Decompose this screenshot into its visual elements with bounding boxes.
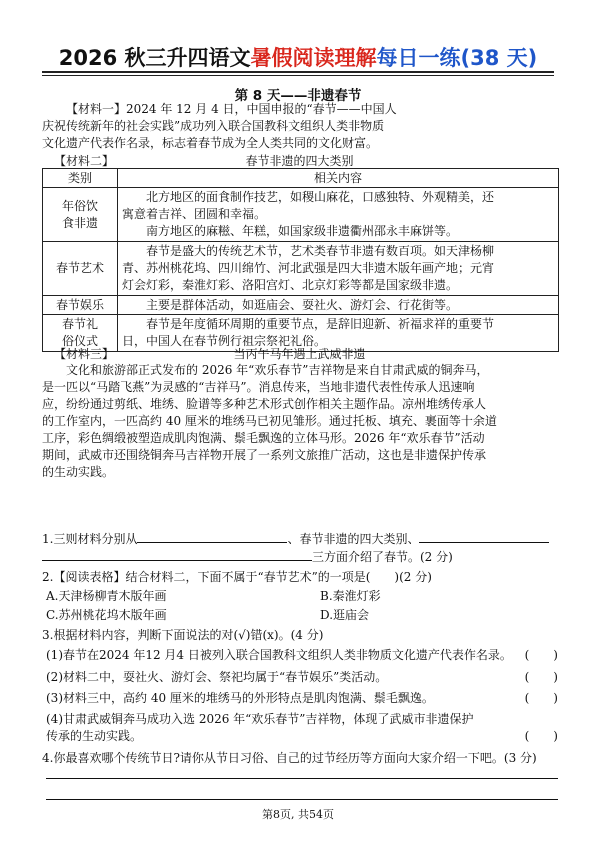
- answer-parentheses[interactable]: ( ): [524, 648, 558, 662]
- question-1-text: 三方面介绍了春节。(2 分): [312, 550, 453, 564]
- question-3-item-2: [46, 669, 558, 686]
- question-1-blank-3[interactable]: [42, 548, 312, 561]
- category-text: 春节艺术: [55, 261, 104, 275]
- day-title: 第 8 天——非遗春节: [234, 88, 362, 104]
- material3-paragraph: [42, 362, 557, 481]
- category-cell: [43, 188, 118, 242]
- question-1-text: 、春节非遗的四大类别、: [287, 532, 420, 546]
- content-text: 春节是盛大的传统艺术节，艺术类春节非遗有数百项。如天津杨柳: [146, 244, 495, 258]
- header-reading-text: 暑假阅读理解: [250, 46, 377, 70]
- material3-line: 的生动实践。: [42, 465, 115, 479]
- category-text: 俗仪式: [61, 334, 98, 348]
- question-1-blank-2[interactable]: [419, 530, 549, 543]
- question-4-stem: 4.你最喜欢哪个传统节日?请你从节日习俗、自己的过节经历等方面向大家介绍一下吧。(3 分): [42, 751, 537, 765]
- content-cell: [118, 296, 559, 315]
- question-3-stem: 3.根据材料内容，判断下面说法的对(√)错(x)。(4 分): [42, 628, 324, 642]
- question-2-option-b[interactable]: B.秦淮灯彩: [320, 589, 381, 603]
- material2-title: 春节非遗的四大类别: [245, 154, 354, 168]
- question-1-blank-1[interactable]: [137, 530, 287, 543]
- page-header: [0, 42, 596, 72]
- header-grade-text: 2026 秋三升四语文: [58, 46, 251, 70]
- question-3-item-1: [46, 647, 558, 664]
- category-text: 春节礼: [61, 317, 98, 331]
- material1-line: 文化遗产代表作名录，标志着春节成为全人类共同的文化财富。: [42, 136, 379, 150]
- content-cell: [118, 188, 559, 242]
- header-daily-text: 每日一练(38 天): [376, 46, 538, 70]
- statement-text: (1)春节在2024 年12 月4 日被列入联合国教科文组织人类非物质文化遗产代表作名录。: [46, 648, 512, 662]
- statement-text: (2)材料二中，耍社火、游灯会、祭祀均属于“春节娱乐”类活动。: [46, 670, 388, 684]
- material3-line: 是一匹以“马踏飞燕”为灵感的“吉祥马”。消息传来，当地非遗代表性传承人迅速响: [42, 380, 475, 394]
- header-rule-bottom: [42, 75, 554, 76]
- statement-text: (4)甘肃武威铜奔马成功入选 2026 年“欢乐春节”吉祥物，体现了武威市非遗保护: [46, 712, 474, 726]
- question-2-stem: 2.【阅读表格】结合材料二，下面不属于“春节艺术”的一项是( )(2 分): [42, 570, 432, 584]
- content-cell: [118, 242, 559, 296]
- material3-line: 文化和旅游部正式发布的 2026 年“欢乐春节”吉祥物是来自甘肃武威的铜奔马，: [66, 363, 489, 377]
- category-text: 食非遗: [61, 215, 98, 230]
- question-1-line2: [42, 548, 557, 566]
- material3-line: 应，纷纷通过剪纸、堆绣、脸谱等多种艺术形式创作相关主题作品。凉州堆绣传承人: [42, 397, 487, 411]
- page-footer: 第8页, 共54页: [262, 808, 334, 821]
- content-text: 春节是年度循环周期的重要节点，是辞旧迎新、祈福求祥的重要节: [146, 317, 495, 331]
- material1-line: 庆祝传统新年的社会实践”成功列入联合国教科文组织人类非物质: [42, 119, 385, 133]
- material3-line: 的工作室内，一匹高约 40 厘米的堆绣马已初见雏形。通过托板、填充、裹面等十余道: [42, 414, 497, 428]
- category-cell: [43, 296, 118, 315]
- material3-line: 工序，彩色绸缎被塑造成肌肉饱满、鬃毛飘逸的立体马形。2026 年“欢乐春节”活动: [42, 431, 485, 445]
- category-text: 春节娱乐: [55, 297, 104, 312]
- category-text: 年俗饮: [61, 198, 98, 213]
- question-2-option-c[interactable]: C.苏州桃花坞木版年画: [46, 608, 167, 622]
- statement-text: 传承的生动实践。: [46, 729, 143, 743]
- question-1-text: 1.三则材料分别从: [42, 532, 138, 546]
- material3-title: 当丙午马年遇上武威非遗: [233, 347, 366, 361]
- content-text: 南方地区的麻糍、年糕，如国家级非遗衢州邵永丰麻饼等。: [146, 224, 459, 238]
- answer-line[interactable]: [46, 778, 558, 779]
- answer-parentheses[interactable]: ( ): [524, 691, 558, 705]
- material3-line: 期间，武威市还围绕铜奔马吉祥物开展了一系列文旅推广活动，这也是非遗保护传承: [42, 448, 487, 462]
- statement-text: (3)材料三中，高约 40 厘米的堆绣马的外形特点是肌肉饱满、鬃毛飘逸。: [46, 691, 434, 705]
- content-text: 青、苏州桃花坞、四川绵竹、河北武强是四大非遗木版年画产地；元宵: [122, 261, 495, 275]
- content-text: 北方地区的面食制作技艺，如稷山麻花，口感独特、外观精美，还: [146, 190, 495, 204]
- question-3-item-3: [46, 690, 558, 707]
- question-1-line1: [42, 530, 557, 548]
- table-row: [43, 242, 559, 296]
- question-2-option-d[interactable]: D.逛庙会: [320, 608, 370, 622]
- content-text: 灯会灯彩，秦淮灯彩、洛阳宫灯、北京灯彩等都是国家级非遗。: [122, 278, 459, 292]
- question-2-option-a[interactable]: A.天津杨柳青木版年画: [46, 589, 167, 603]
- header-content: 相关内容: [118, 169, 559, 188]
- question-3-item-4: [46, 711, 558, 745]
- answer-parentheses[interactable]: ( ): [524, 729, 558, 743]
- festival-heritage-table: [42, 168, 559, 352]
- material1-line: 【材料一】2024 年 12 月 4 日，中国申报的“春节——中国人: [66, 102, 397, 116]
- content-text: 日，中国人在春节例行祖宗祭祀礼俗。: [122, 334, 327, 348]
- material3-heading: [42, 345, 557, 361]
- content-text: 主要是群体活动，如逛庙会、耍社火、游灯会、行花街等。: [146, 297, 459, 312]
- material2-heading: [42, 152, 557, 168]
- content-text: 寓意着吉祥、团圆和幸福。: [122, 207, 267, 221]
- category-cell: [43, 242, 118, 296]
- table-header-row: [43, 169, 559, 188]
- table-row: [43, 296, 559, 315]
- header-category: 类别: [43, 169, 118, 188]
- table-row: [43, 188, 559, 242]
- answer-parentheses[interactable]: ( ): [524, 670, 558, 684]
- material1-paragraph: [42, 101, 557, 152]
- answer-line[interactable]: [46, 799, 558, 800]
- header-rule-top: [42, 71, 554, 73]
- material3-label: 【材料三】: [54, 347, 115, 361]
- material2-label: 【材料二】: [54, 154, 115, 168]
